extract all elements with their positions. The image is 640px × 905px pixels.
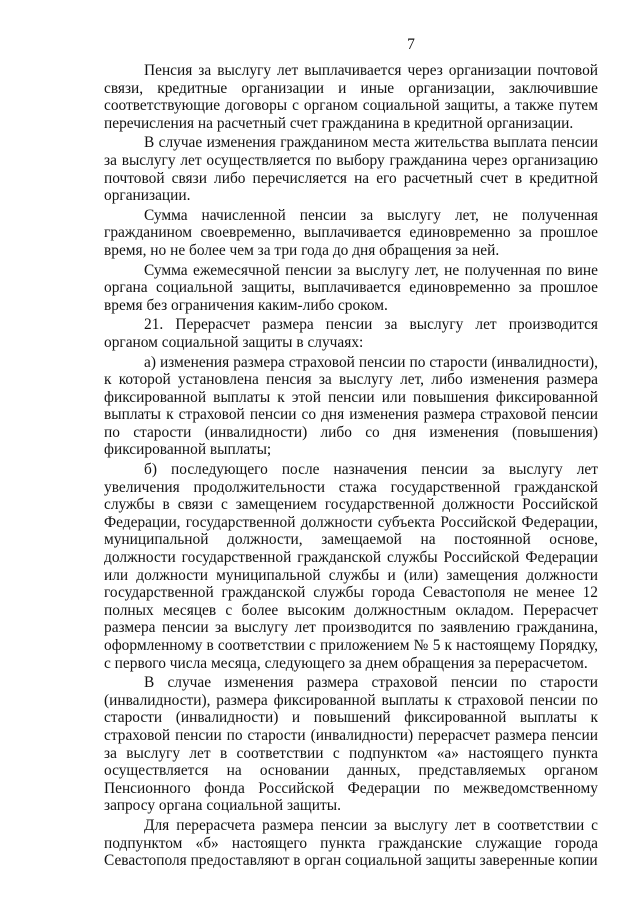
paragraph-recalc-subclause-b-documents: Для перерасчета размера пенсии за выслугу лет в соответствии с подпунктом «б» настоящего пункта гражданские служащие города Севастополя предоставляют в орган социальной защиты заверенные копии [104, 816, 598, 870]
paragraph-clause-21: 21. Перерасчет размера пенсии за выслугу лет производится органом социальной защиты в случаях: [104, 316, 598, 351]
paragraph-unclaimed-pension: Сумма начисленной пенсии за выслугу лет, не полученная гражданином своевременно, выплачивается единовременно за прошлое время, но не более чем за три года до дня обращения за ней. [104, 206, 598, 259]
paragraph-subclause-b: б) последующего после назначения пенсии за выслугу лет увеличения продолжительности стажа государственной гражданской службы в связи с замещением государственной должности Российской Федерации, государственной должности субъекта Российской Федерации, муниципальной должности, замещаемой на постоянной основе, должности государственной гражданской службы Российской Федерации или должности муниципальной службы и (или) замещения должности государственной гражданской службы города Севастополя не менее 12 полных месяцев с более высоким должностным окладом. Перерасчет размера пенсии за выслугу лет производится по заявлению гражданина, оформленному в соответствии с приложением № 5 к настоящему Порядку, с первого числа месяца, следующего за днем обращения за перерасчетом. [104, 461, 598, 672]
page-number: 7 [407, 36, 415, 53]
paragraph-pension-payment-channels: Пенсия за выслугу лет выплачивается через организации почтовой связи, кредитные организации и иные организации, заключившие соответствующие договоры с органом социальной защиты, а также путем перечисления на расчетный счет гражданина в кредитной организации. [104, 62, 598, 132]
paragraph-recalc-subclause-a-data: В случае изменения размера страховой пенсии по старости (инвалидности), размера фиксированной выплаты к страховой пенсии по старости (инвалидности) и повышений фиксированной выплаты к страховой пенсии по старости (инвалидности) перерасчет размера пенсии за выслугу лет в соответствии с подпунктом «а» настоящего пункта осуществляется на основании данных, представляемых органом Пенсионного фонда Российской Федерации по межведомственному запросу органа социальной защиты. [104, 674, 598, 815]
paragraph-change-of-residence: В случае изменения гражданином места жительства выплата пенсии за выслугу лет осуществляется по выбору гражданина через организацию почтовой связи либо перечисляется на его расчетный счет в кредитной организации. [104, 134, 598, 205]
paragraph-subclause-a: а) изменения размера страховой пенсии по старости (инвалидности), к которой установлена пенсия за выслугу лет, либо изменения размера фиксированной выплаты к этой пенсии или повышения фиксированной выплаты к страховой пенсии со дня изменения размера страховой пенсии по старости (инвалидности) либо со дня изменения (повышения) фиксированной выплаты; [104, 353, 598, 459]
paragraph-agency-fault-arrears: Сумма ежемесячной пенсии за выслугу лет, не полученная по вине органа социальной защиты, выплачивается единовременно за прошлое время без ограничения каким-либо сроком. [104, 261, 598, 314]
